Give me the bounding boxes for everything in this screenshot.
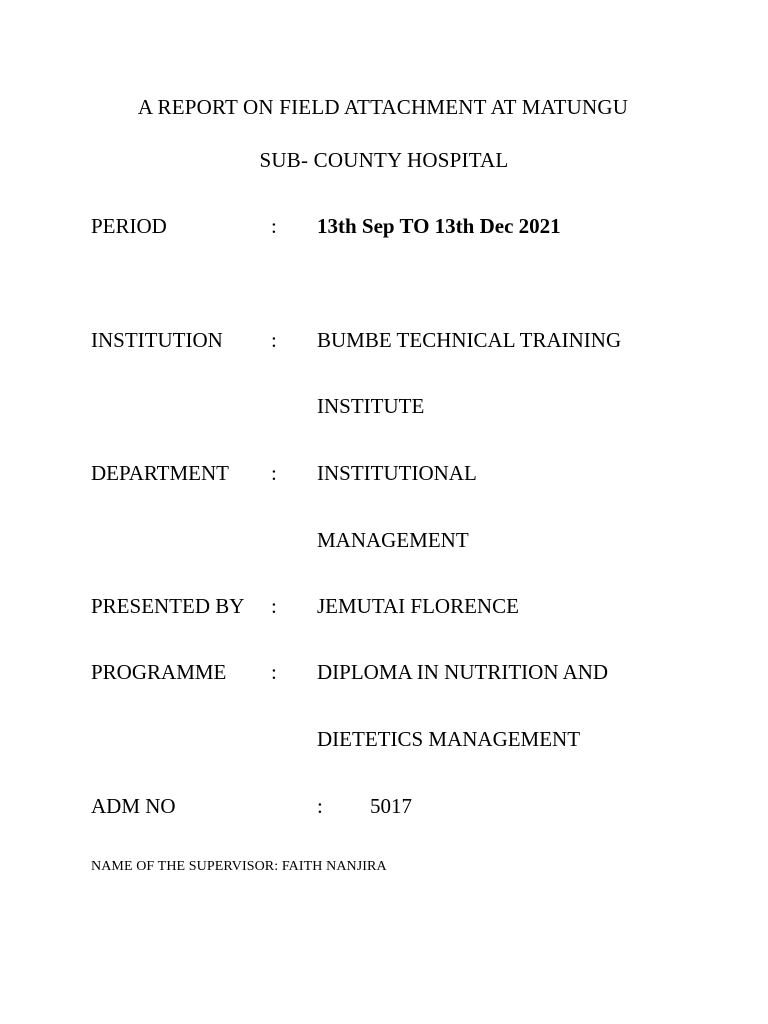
report-title-line-2: SUB- COUNTY HOSPITAL: [259, 148, 509, 172]
department-value-line-1: INSTITUTIONAL: [317, 461, 477, 485]
department-label: DEPARTMENT: [91, 461, 229, 485]
adm-no-colon: :: [317, 794, 323, 818]
supervisor-line: NAME OF THE SUPERVISOR: FAITH NANJIRA: [91, 859, 387, 874]
programme-value-line-2: DIETETICS MANAGEMENT: [317, 727, 581, 751]
adm-no-label: ADM NO: [91, 794, 176, 818]
institution-colon: :: [271, 328, 277, 352]
programme-colon: :: [271, 660, 277, 684]
presented-by-label: PRESENTED BY: [91, 594, 245, 618]
department-colon: :: [271, 461, 277, 485]
adm-no-value: 5017: [370, 794, 412, 818]
institution-label: INSTITUTION: [91, 328, 223, 352]
programme-value-line-1: DIPLOMA IN NUTRITION AND: [317, 660, 609, 684]
period-label: PERIOD: [91, 214, 167, 238]
institution-value-line-2: INSTITUTE: [317, 394, 425, 418]
period-value: 13th Sep TO 13th Dec 2021: [317, 214, 561, 238]
period-colon: :: [271, 214, 277, 238]
report-title-line-1: A REPORT ON FIELD ATTACHMENT AT MATUNGU: [137, 95, 629, 119]
programme-label: PROGRAMME: [91, 660, 227, 684]
presented-by-colon: :: [271, 594, 277, 618]
department-value-line-2: MANAGEMENT: [317, 528, 469, 552]
institution-value-line-1: BUMBE TECHNICAL TRAINING: [317, 328, 622, 352]
presented-by-value: JEMUTAI FLORENCE: [317, 594, 519, 618]
